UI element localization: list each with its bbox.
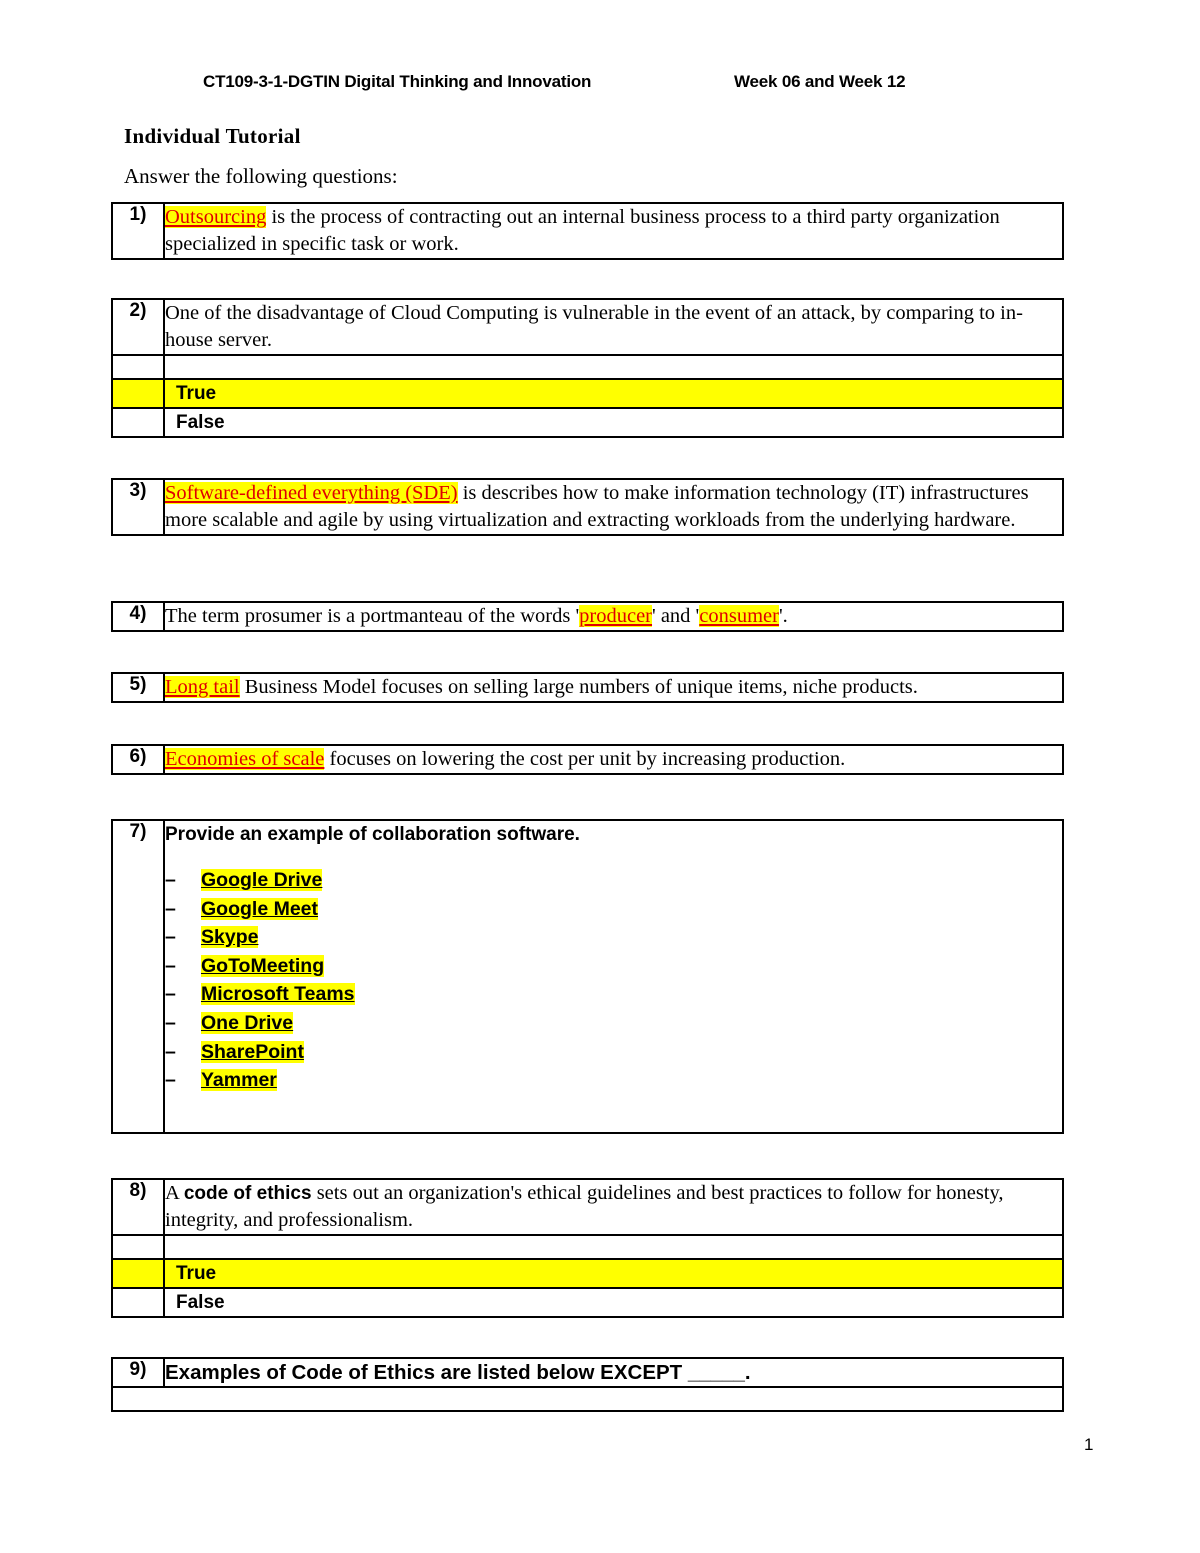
answer-item: Google Drive [201,869,323,891]
question-text: Long tail Business Model focuses on selling large numbers of unique items, niche products. [164,673,1063,702]
dash-bullet: – [165,926,176,949]
answer-item: Microsoft Teams [201,983,355,1006]
question-number: 9) [112,1358,164,1387]
question-3 [111,478,1064,536]
answer-item: GoToMeeting [201,954,325,977]
question-number: 1) [112,203,164,259]
option-true-marker [112,1259,164,1288]
option-false: False [164,408,1063,437]
question-5 [111,672,1064,703]
dash-bullet: – [165,1040,176,1063]
answer-highlight: Outsourcing [165,206,267,228]
answer-item: Google Meet [201,897,319,920]
answer-highlight: Economies of scale [165,748,325,770]
answer-highlight-2: consumer [699,605,779,627]
answer-item: SharePoint [201,1040,304,1063]
option-false: False [164,1288,1063,1317]
course-title: CT109-3-1-DGTIN Digital Thinking and Innovation [203,72,592,91]
list-item [165,980,1062,1009]
question-number: 4) [112,602,164,631]
question-text: The term prosumer is a portmanteau of the words 'producer' and 'consumer'. [164,602,1063,631]
question-number: 7) [112,820,164,1133]
question-1 [111,202,1064,260]
question-8 [111,1178,1064,1318]
answer-highlight: Software-defined everything (SDE) [165,482,458,504]
question-body [164,820,1063,1133]
list-item [165,895,1062,924]
dash-bullet: – [165,897,176,920]
list-item [165,923,1062,952]
question-text: One of the disadvantage of Cloud Computing is vulnerable in the event of an attack, by comparing to in-house server. [164,299,1063,355]
answer-item: Skype [201,926,259,949]
question-number: 8) [112,1179,164,1235]
bold-term: code of ethics [183,1183,312,1204]
question-number: 2) [112,299,164,355]
question-number: 3) [112,479,164,535]
dash-bullet: – [165,1011,176,1034]
dash-bullet: – [165,869,176,891]
list-item [165,952,1062,981]
question-text: Software-defined everything (SDE) is describes how to make information technology (IT) infrastructures more scalable and agile by using virtualization and extracting workloads from the underlying hardware. [164,479,1063,535]
answer-list [165,866,1062,1095]
dash-bullet: – [165,983,176,1006]
question-number: 6) [112,745,164,774]
question-text: Economies of scale focuses on lowering the cost per unit by increasing production. [164,745,1063,774]
question-text: Provide an example of collaboration software. [165,824,580,845]
tutorial-instruction: Answer the following questions: [124,164,398,188]
answer-item: One Drive [201,1011,294,1034]
question-7 [111,819,1064,1134]
week-label: Week 06 and Week 12 [734,72,906,91]
option-true-marker [112,379,164,408]
question-2 [111,298,1064,438]
answer-highlight: Long tail [165,676,240,698]
list-item [165,866,1062,895]
question-text: Examples of Code of Ethics are listed below EXCEPT _____. [164,1358,1063,1387]
question-9 [111,1357,1064,1412]
answer-item: Yammer [201,1069,277,1092]
list-item [165,1066,1062,1095]
question-4 [111,601,1064,632]
list-item [165,1038,1062,1067]
tutorial-title: Individual Tutorial [124,124,301,148]
list-item [165,1009,1062,1038]
option-true: True [164,1259,1063,1288]
option-false-marker [112,1288,164,1317]
page-number: 1 [1084,1435,1094,1454]
question-6 [111,744,1064,775]
dash-bullet: – [165,954,176,977]
question-number: 5) [112,673,164,702]
option-false-marker [112,408,164,437]
dash-bullet: – [165,1069,176,1092]
option-true: True [164,379,1063,408]
question-text: A code of ethics sets out an organization's ethical guidelines and best practices to follow for honesty, integrity, and professionalism. [164,1179,1063,1235]
question-text: Outsourcing is the process of contracting out an internal business process to a third party organization specialized in specific task or work. [164,203,1063,259]
answer-highlight-1: producer [579,605,653,627]
